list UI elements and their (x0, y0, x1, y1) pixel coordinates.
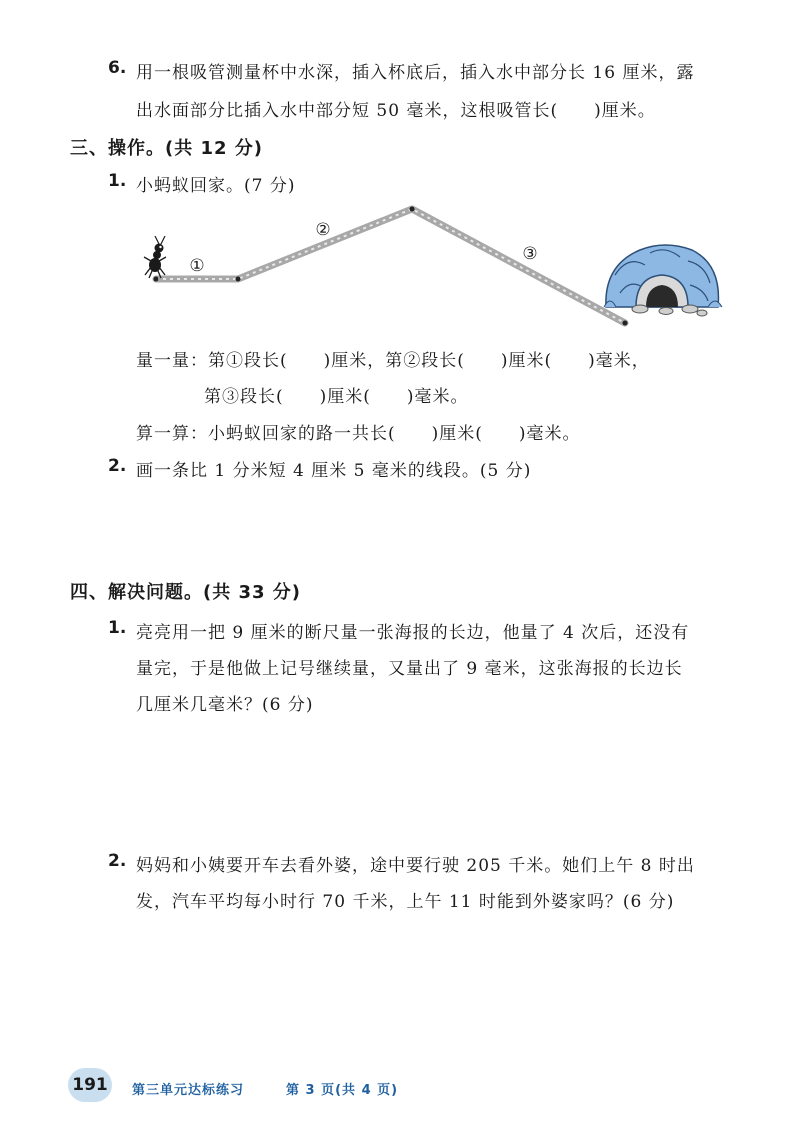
ant-home-icon (604, 245, 722, 316)
section-4-q2-line2: 发，汽车平均每小时行 70 千米，上午 11 时能到外婆家吗？(6 分) (136, 892, 675, 912)
section-4-q2-number: 2. (108, 851, 127, 871)
section-4-q1-line2: 量完，于是他做上记号继续量，又量出了 9 毫米，这张海报的长边长 (136, 659, 683, 679)
section-3-q1-number: 1. (108, 171, 127, 191)
page-number-badge: 191 (68, 1068, 112, 1102)
section-3-q2-number: 2. (108, 456, 127, 476)
ant-icon (144, 236, 166, 278)
path-point-3 (410, 207, 415, 212)
ant-path (154, 207, 628, 326)
segment-label-2: ② (315, 220, 331, 240)
section-4-q2-line1: 妈妈和小姨要开车去看外婆，途中要行驶 205 千米。她们上午 8 时出 (136, 856, 695, 876)
section-4-q1-line3: 几厘米几毫米？(6 分) (136, 695, 314, 715)
segment-label-3: ③ (522, 244, 538, 264)
measure-line-2: 第③段长( )厘米( )毫米。 (204, 387, 469, 407)
footer-unit-label: 第三单元达标练习 (132, 1083, 245, 1098)
section-3-title: 三、操作。(共 12 分) (70, 138, 264, 159)
path-point-start (154, 277, 159, 282)
calc-line: 算一算：小蚂蚁回家的路一共长( )厘米( )毫米。 (136, 424, 581, 444)
question-6-number: 6. (108, 58, 127, 78)
path-point-end (623, 321, 628, 326)
measure-line-1: 量一量：第①段长( )厘米，第②段长( )厘米( )毫米， (136, 351, 650, 371)
ant-path-figure (0, 195, 800, 335)
section-3-q2-text: 画一条比 1 分米短 4 厘米 5 毫米的线段。(5 分) (136, 461, 532, 481)
section-4-title: 四、解决问题。(共 33 分) (70, 582, 302, 603)
footer-page-info: 第 3 页(共 4 页) (286, 1083, 399, 1098)
question-6-line1: 用一根吸管测量杯中水深，插入杯底后，插入水中部分长 16 厘米，露 (136, 63, 695, 83)
section-4-q1-number: 1. (108, 618, 127, 638)
section-3-q1-title: 小蚂蚁回家。(7 分) (136, 176, 296, 196)
question-6-line2: 出水面部分比插入水中部分短 50 毫米，这根吸管长( )厘米。 (136, 101, 656, 121)
segment-label-1: ① (189, 256, 205, 276)
section-4-q1-line1: 亮亮用一把 9 厘米的断尺量一张海报的长边，他量了 4 次后，还没有 (136, 623, 690, 643)
path-point-2 (236, 277, 241, 282)
